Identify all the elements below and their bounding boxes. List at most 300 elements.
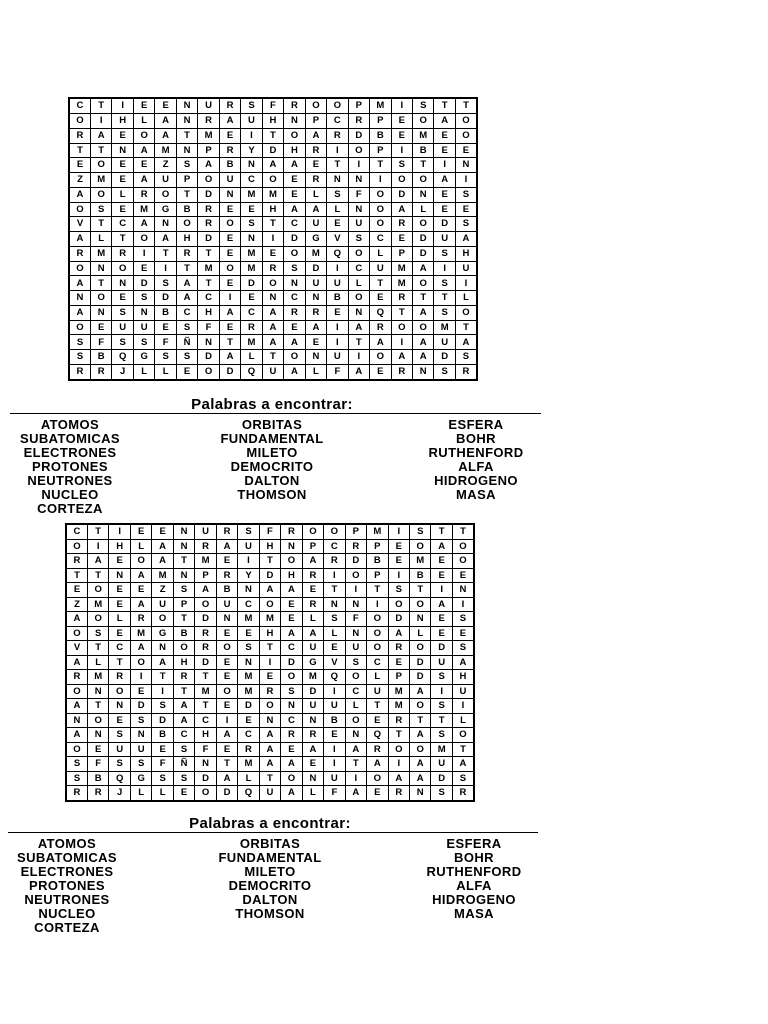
grid-cell: V — [66, 641, 87, 656]
grid-cell: A — [391, 202, 412, 217]
word-list-item: SUBATOMICAS — [17, 850, 117, 865]
grid-cell: R — [173, 670, 194, 685]
grid-cell: B — [413, 143, 434, 158]
grid-cell: Z — [66, 597, 87, 612]
grid-cell: A — [69, 276, 90, 291]
grid-cell: N — [348, 305, 369, 320]
grid-cell: N — [452, 583, 474, 598]
grid-cell: B — [370, 128, 391, 143]
grid-cell: T — [69, 143, 90, 158]
grid-cell: L — [305, 187, 326, 202]
grid-cell: O — [367, 641, 388, 656]
grid-cell: I — [367, 597, 388, 612]
grid-cell: O — [348, 143, 369, 158]
grid-cell: O — [284, 128, 305, 143]
grid-cell: L — [155, 364, 176, 380]
grid-cell: M — [370, 98, 391, 113]
grid-cell: T — [66, 568, 87, 583]
grid-cell: F — [198, 320, 219, 335]
heading-divider — [10, 413, 541, 414]
grid-cell: S — [431, 728, 452, 743]
grid-cell: D — [434, 350, 455, 365]
grid-cell: E — [112, 128, 133, 143]
grid-cell: O — [87, 713, 108, 728]
grid-cell: R — [367, 742, 388, 757]
grid-cell: C — [348, 261, 369, 276]
grid-row — [66, 728, 474, 743]
grid-cell: E — [391, 232, 412, 247]
grid-cell: U — [431, 655, 452, 670]
grid-cell: E — [152, 524, 173, 539]
grid-cell: T — [455, 320, 477, 335]
grid-cell: I — [455, 173, 477, 188]
word-search-grid — [68, 97, 478, 381]
grid-row — [69, 232, 477, 247]
grid-cell: F — [348, 187, 369, 202]
grid-cell: T — [431, 713, 452, 728]
word-list-left — [2, 837, 132, 935]
grid-cell: S — [69, 350, 90, 365]
grid-cell: T — [109, 655, 130, 670]
grid-cell: R — [219, 143, 240, 158]
grid-cell: M — [130, 626, 151, 641]
grid-cell: T — [410, 713, 431, 728]
grid-cell: J — [109, 786, 130, 801]
grid-cell: N — [109, 568, 130, 583]
grid-cell: U — [198, 98, 219, 113]
grid-cell: I — [87, 539, 108, 554]
grid-cell: N — [281, 699, 302, 714]
grid-cell: F — [155, 335, 176, 350]
grid-cell: Q — [241, 364, 262, 380]
grid-cell: H — [455, 246, 477, 261]
word-list-left — [5, 418, 135, 516]
grid-cell: N — [109, 699, 130, 714]
grid-cell: L — [87, 655, 108, 670]
grid-cell: A — [302, 742, 323, 757]
word-list-item: MILETO — [246, 445, 298, 460]
grid-cell: O — [133, 128, 154, 143]
grid-cell: P — [370, 113, 391, 128]
grid-cell: N — [324, 597, 345, 612]
grid-cell: A — [173, 699, 194, 714]
grid-cell: E — [176, 364, 197, 380]
grid-cell: O — [327, 98, 348, 113]
grid-cell: L — [130, 539, 151, 554]
grid-cell: A — [391, 350, 412, 365]
grid-row — [66, 771, 474, 786]
grid-cell: S — [241, 98, 262, 113]
grid-cell: E — [391, 128, 412, 143]
grid-cell: M — [241, 261, 262, 276]
grid-cell: N — [219, 187, 240, 202]
grid-row — [66, 626, 474, 641]
grid-cell: A — [367, 757, 388, 772]
grid-cell: O — [281, 670, 302, 685]
grid-cell: O — [69, 320, 90, 335]
grid-cell: N — [284, 276, 305, 291]
grid-cell: R — [112, 246, 133, 261]
grid-cell: N — [302, 713, 323, 728]
grid-cell: N — [241, 232, 262, 247]
grid-cell: T — [90, 276, 111, 291]
grid-cell: T — [434, 98, 455, 113]
grid-cell: E — [281, 742, 302, 757]
grid-cell: S — [434, 246, 455, 261]
grid-cell: O — [112, 261, 133, 276]
grid-cell: A — [219, 113, 240, 128]
grid-cell: A — [348, 320, 369, 335]
grid-cell: O — [109, 684, 130, 699]
grid-cell: P — [348, 98, 369, 113]
grid-cell: M — [198, 261, 219, 276]
grid-cell: T — [87, 568, 108, 583]
grid-cell: A — [133, 173, 154, 188]
grid-cell: E — [259, 670, 280, 685]
grid-cell: N — [259, 713, 280, 728]
grid-cell: A — [452, 757, 474, 772]
grid-cell: F — [90, 335, 111, 350]
grid-cell: B — [90, 350, 111, 365]
grid-cell: S — [452, 612, 474, 627]
grid-cell: F — [345, 612, 366, 627]
grid-cell: I — [262, 232, 283, 247]
grid-cell: G — [155, 202, 176, 217]
grid-cell: T — [262, 217, 283, 232]
grid-cell: H — [262, 113, 283, 128]
grid-cell: B — [327, 291, 348, 306]
grid-cell: E — [109, 713, 130, 728]
word-list-item: NEUTRONES — [27, 473, 113, 488]
grid-cell: P — [195, 568, 216, 583]
grid-cell: E — [284, 320, 305, 335]
grid-cell: I — [238, 554, 259, 569]
grid-cell: A — [66, 612, 87, 627]
grid-cell: D — [198, 350, 219, 365]
grid-cell: A — [410, 684, 431, 699]
grid-cell: D — [259, 568, 280, 583]
grid-cell: O — [66, 539, 87, 554]
grid-cell: E — [434, 128, 455, 143]
grid-cell: T — [198, 276, 219, 291]
grid-cell: A — [262, 305, 283, 320]
grid-cell: A — [219, 350, 240, 365]
grid-cell: M — [87, 670, 108, 685]
grid-cell: L — [109, 612, 130, 627]
grid-cell: L — [133, 364, 154, 380]
grid-cell: U — [431, 757, 452, 772]
grid-cell: R — [345, 539, 366, 554]
grid-cell: A — [281, 583, 302, 598]
grid-cell: R — [66, 554, 87, 569]
grid-cell: E — [302, 757, 323, 772]
grid-cell: A — [152, 539, 173, 554]
grid-cell: T — [176, 261, 197, 276]
word-list-item: CORTEZA — [37, 501, 103, 516]
grid-cell: A — [370, 335, 391, 350]
grid-cell: N — [173, 524, 194, 539]
grid-cell: P — [302, 539, 323, 554]
grid-cell: O — [90, 158, 111, 173]
grid-cell: E — [216, 742, 237, 757]
grid-cell: M — [241, 187, 262, 202]
grid-cell: U — [112, 320, 133, 335]
grid-cell: R — [391, 364, 412, 380]
grid-cell: R — [130, 612, 151, 627]
grid-cell: S — [66, 757, 87, 772]
grid-cell: A — [259, 742, 280, 757]
grid-cell: O — [413, 276, 434, 291]
grid-cell: A — [216, 539, 237, 554]
grid-cell: P — [367, 539, 388, 554]
grid-cell: A — [198, 158, 219, 173]
grid-cell: C — [324, 539, 345, 554]
grid-cell: T — [367, 699, 388, 714]
grid-cell: I — [348, 158, 369, 173]
word-list-item: MASA — [454, 906, 494, 921]
grid-row — [69, 305, 477, 320]
grid-cell: O — [410, 641, 431, 656]
grid-cell: S — [176, 320, 197, 335]
grid-cell: S — [410, 524, 431, 539]
grid-cell: E — [281, 612, 302, 627]
word-list-item: ELECTRONES — [20, 864, 114, 879]
grid-cell: Q — [370, 305, 391, 320]
grid-cell: H — [452, 670, 474, 685]
grid-cell: A — [434, 173, 455, 188]
grid-cell: C — [367, 655, 388, 670]
grid-cell: T — [259, 554, 280, 569]
grid-cell: S — [133, 291, 154, 306]
grid-cell: C — [109, 641, 130, 656]
grid-cell: P — [370, 143, 391, 158]
grid-cell: D — [130, 699, 151, 714]
grid-cell: A — [66, 728, 87, 743]
grid-cell: N — [455, 158, 477, 173]
grid-cell: L — [133, 113, 154, 128]
grid-cell: E — [112, 291, 133, 306]
grid-cell: N — [262, 291, 283, 306]
grid-row — [69, 364, 477, 380]
grid-cell: N — [345, 728, 366, 743]
grid-cell: A — [262, 158, 283, 173]
grid-cell: A — [284, 202, 305, 217]
grid-cell: D — [388, 612, 409, 627]
grid-cell: E — [173, 786, 194, 801]
grid-cell: R — [216, 568, 237, 583]
grid-cell: A — [219, 305, 240, 320]
grid-cell: E — [305, 158, 326, 173]
grid-row — [69, 98, 477, 113]
grid-cell: S — [284, 261, 305, 276]
grid-cell: Z — [152, 583, 173, 598]
grid-cell: T — [259, 771, 280, 786]
grid-cell: A — [388, 771, 409, 786]
grid-cell: I — [324, 568, 345, 583]
grid-cell: N — [345, 626, 366, 641]
grid-cell: R — [302, 728, 323, 743]
word-list-item: ELECTRONES — [23, 445, 117, 460]
grid-cell: S — [176, 350, 197, 365]
grid-cell: Ñ — [176, 335, 197, 350]
grid-cell: N — [284, 113, 305, 128]
grid-cell: S — [152, 771, 173, 786]
grid-cell: E — [431, 554, 452, 569]
grid-cell: D — [262, 143, 283, 158]
grid-cell: U — [452, 684, 474, 699]
grid-cell: D — [198, 232, 219, 247]
grid-cell: R — [305, 173, 326, 188]
grid-cell: O — [410, 539, 431, 554]
grid-cell: C — [238, 728, 259, 743]
grid-cell: S — [455, 217, 477, 232]
grid-cell: A — [413, 335, 434, 350]
grid-cell: M — [434, 320, 455, 335]
grid-row — [69, 335, 477, 350]
grid-cell: E — [305, 335, 326, 350]
grid-cell: G — [133, 350, 154, 365]
grid-cell: L — [410, 626, 431, 641]
grid-cell: E — [302, 583, 323, 598]
grid-cell: I — [348, 350, 369, 365]
grid-cell: E — [455, 202, 477, 217]
grid-cell: S — [413, 98, 434, 113]
grid-cell: A — [130, 568, 151, 583]
grid-cell: O — [370, 217, 391, 232]
grid-cell: M — [152, 568, 173, 583]
grid-cell: O — [284, 350, 305, 365]
grid-cell: S — [109, 757, 130, 772]
grid-cell: L — [370, 246, 391, 261]
grid-cell: U — [434, 335, 455, 350]
grid-cell: D — [195, 655, 216, 670]
grid-cell: T — [345, 757, 366, 772]
grid-cell: A — [434, 113, 455, 128]
grid-cell: A — [452, 655, 474, 670]
grid-cell: D — [198, 187, 219, 202]
grid-cell: T — [388, 728, 409, 743]
grid-cell: A — [388, 626, 409, 641]
grid-cell: O — [66, 684, 87, 699]
grid-row — [69, 217, 477, 232]
grid-cell: B — [216, 583, 237, 598]
grid-cell: T — [198, 246, 219, 261]
grid-cell: P — [345, 524, 366, 539]
grid-row — [66, 583, 474, 598]
grid-cell: A — [87, 554, 108, 569]
grid-cell: C — [345, 684, 366, 699]
grid-row — [66, 612, 474, 627]
grid-cell: N — [195, 757, 216, 772]
grid-cell: R — [219, 98, 240, 113]
grid-cell: A — [284, 335, 305, 350]
grid-cell: M — [155, 143, 176, 158]
word-list-right — [409, 837, 539, 921]
word-list-item: RUTHENFORD — [426, 864, 522, 879]
grid-cell: M — [90, 173, 111, 188]
grid-cell: U — [367, 684, 388, 699]
grid-cell: I — [259, 655, 280, 670]
grid-cell: C — [173, 728, 194, 743]
grid-cell: Ñ — [173, 757, 194, 772]
grid-row — [69, 320, 477, 335]
word-list-item: NEUTRONES — [24, 892, 110, 907]
grid-cell: S — [238, 641, 259, 656]
grid-cell: S — [431, 670, 452, 685]
grid-cell: D — [410, 670, 431, 685]
grid-cell: E — [152, 742, 173, 757]
grid-cell: I — [452, 597, 474, 612]
grid-cell: C — [69, 98, 90, 113]
grid-cell: O — [391, 320, 412, 335]
grid-cell: E — [219, 320, 240, 335]
grid-cell: O — [66, 742, 87, 757]
grid-cell: S — [112, 335, 133, 350]
grid-cell: U — [302, 699, 323, 714]
grid-cell: O — [302, 524, 323, 539]
grid-cell: T — [452, 742, 474, 757]
grid-cell: A — [413, 261, 434, 276]
grid-cell: R — [259, 684, 280, 699]
grid-cell: R — [388, 786, 409, 801]
word-list-item: ESFERA — [448, 417, 504, 432]
grid-cell: I — [391, 335, 412, 350]
grid-cell: I — [324, 742, 345, 757]
grid-cell: A — [152, 554, 173, 569]
grid-cell: O — [370, 202, 391, 217]
grid-row — [69, 350, 477, 365]
grid-cell: L — [305, 364, 326, 380]
grid-cell: M — [391, 261, 412, 276]
grid-cell: I — [112, 98, 133, 113]
grid-cell: I — [388, 757, 409, 772]
grid-row — [66, 786, 474, 801]
grid-cell: S — [455, 350, 477, 365]
grid-cell: N — [302, 771, 323, 786]
grid-cell: I — [431, 684, 452, 699]
grid-cell: E — [216, 626, 237, 641]
grid-cell: P — [173, 597, 194, 612]
grid-cell: L — [238, 771, 259, 786]
grid-cell: R — [109, 670, 130, 685]
grid-cell: S — [452, 641, 474, 656]
grid-cell: D — [155, 291, 176, 306]
grid-cell: S — [455, 187, 477, 202]
grid-cell: A — [284, 158, 305, 173]
grid-cell: I — [345, 771, 366, 786]
grid-cell: N — [413, 187, 434, 202]
word-list-item: ATOMOS — [37, 836, 97, 851]
grid-cell: N — [305, 350, 326, 365]
grid-cell: S — [431, 786, 452, 801]
grid-cell: O — [130, 655, 151, 670]
grid-cell: T — [262, 128, 283, 143]
word-list-item: ORBITAS — [241, 417, 303, 432]
grid-cell: L — [90, 232, 111, 247]
words-heading: Palabras a encontrar: — [191, 396, 353, 413]
grid-cell: F — [262, 98, 283, 113]
grid-cell: R — [195, 539, 216, 554]
grid-cell: A — [173, 713, 194, 728]
grid-cell: M — [241, 335, 262, 350]
grid-cell: A — [176, 291, 197, 306]
grid-cell: Q — [112, 350, 133, 365]
grid-cell: E — [370, 364, 391, 380]
grid-cell: R — [195, 641, 216, 656]
grid-cell: O — [66, 626, 87, 641]
grid-cell: L — [302, 786, 323, 801]
grid-cell: O — [345, 670, 366, 685]
